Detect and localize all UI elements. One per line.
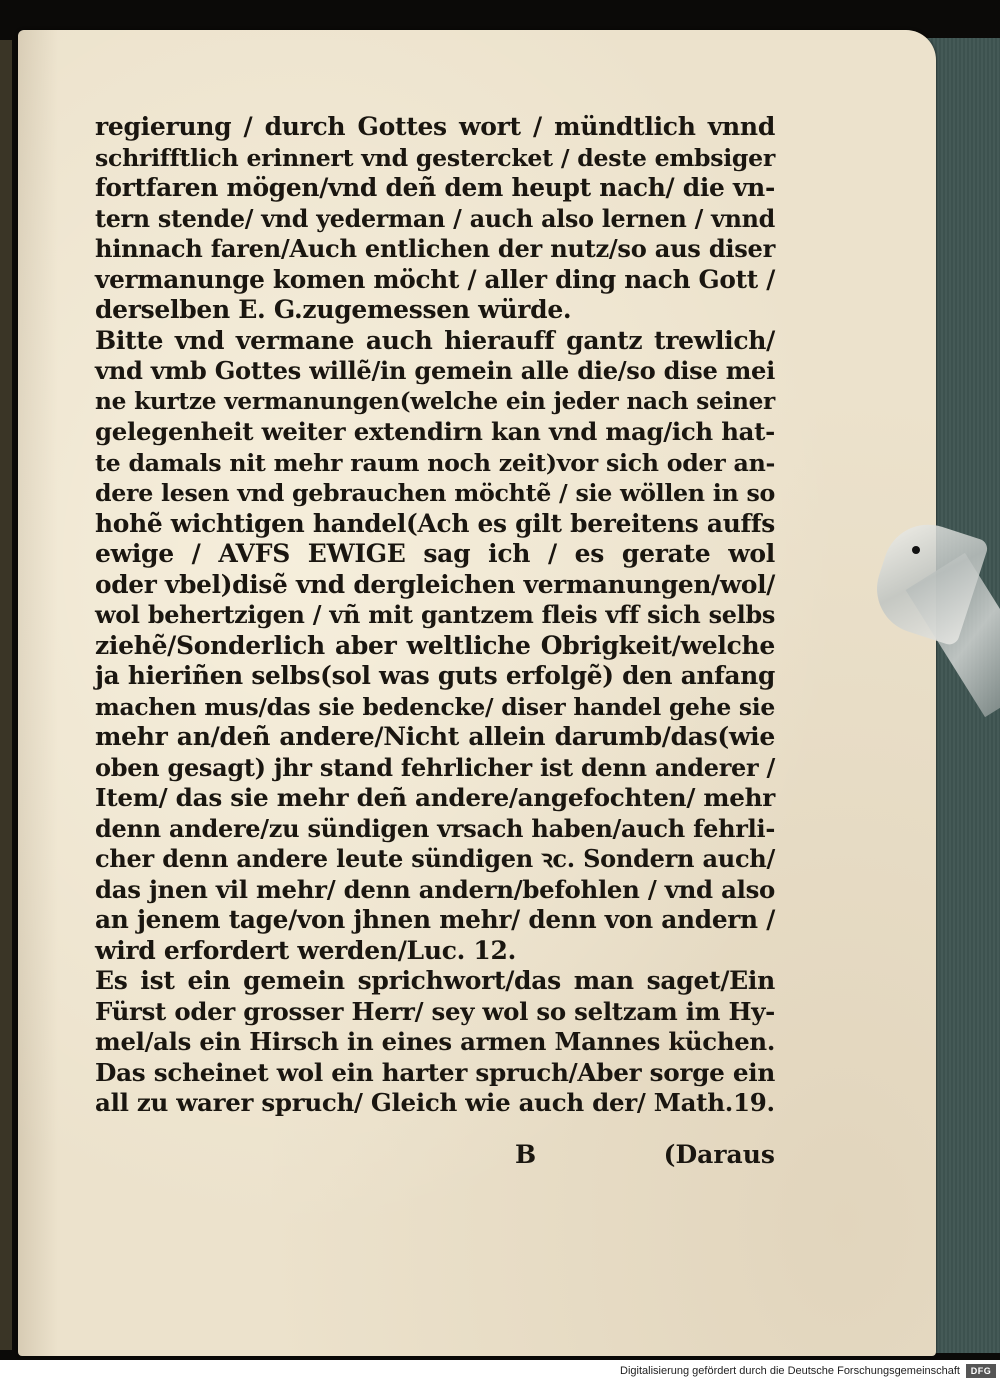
text-line: gelegenheit weiter extendirn kan vnd mag/ich hat- bbox=[95, 417, 775, 446]
text-line: tern stende/ vnd yederman / auch also lernen / vnnd bbox=[95, 204, 775, 233]
text-line: hohẽ wichtigen handel(Ach es gilt bereitens auffs bbox=[95, 508, 775, 538]
text-line: machen mus/das sie bedencke/ diser handel gehe sie bbox=[95, 692, 775, 721]
text-line: denn andere/zu sündigen vrsach haben/auch fehrli- bbox=[95, 813, 775, 843]
text-line: Fürst oder grosser Herr/ sey wol so seltzam im Hy- bbox=[95, 996, 775, 1026]
text-line: dere lesen vnd gebrauchen möchtẽ / sie wöllen in so bbox=[95, 479, 775, 507]
page-text bbox=[95, 112, 775, 1119]
page-footer bbox=[95, 1140, 775, 1174]
text-line: regierung / durch Gottes wort / mündtlich vnnd bbox=[95, 112, 775, 141]
text-line: te damals nit mehr raum noch zeit)vor sich oder an- bbox=[95, 448, 775, 477]
text-line: ewige / AVFS EWIGE sag ich / es gerate wol bbox=[95, 539, 775, 568]
funding-credit: Digitalisierung gefördert durch die Deutsche Forschungsgemeinschaft bbox=[620, 1365, 960, 1377]
text-line: ja hieriñen selbs(sol was guts erfolgẽ) den anfang bbox=[95, 661, 775, 690]
text-line: fortfaren mögen/vnd deñ dem heupt nach/ die vn- bbox=[95, 173, 775, 202]
text-line: oben gesagt) jhr stand fehrlicher ist denn anderer / bbox=[95, 752, 775, 782]
text-line: an jenem tage/von jhnen mehr/ denn von andern / bbox=[95, 905, 775, 934]
text-line: all zu warer spruch/ Gleich wie auch der/ Math.19. bbox=[95, 1088, 775, 1117]
text-line: Bitte vnd vermane auch hierauff gantz trewlich/ bbox=[95, 325, 775, 355]
signature-mark: B bbox=[515, 1140, 537, 1169]
dfg-logo: DFG bbox=[966, 1364, 996, 1378]
text-line: schrifftlich erinnert vnd gestercket / deste embsiger bbox=[95, 143, 775, 172]
text-line: oder vbel)disẽ vnd dergleichen vermanungen/wol/ bbox=[95, 569, 775, 599]
text-line: hinnach faren/Auch entlichen der nutz/so aus diser bbox=[95, 234, 775, 263]
text-line: mehr an/deñ andere/Nicht allein darumb/das(wie bbox=[95, 722, 775, 751]
text-line: Das scheinet wol ein harter spruch/Aber sorge ein bbox=[95, 1057, 775, 1087]
text-line: Es ist ein gemein sprichwort/das man saget/Ein bbox=[95, 966, 775, 995]
text-line: wol behertzigen / vñ mit gantzem fleis vff sich selbs bbox=[95, 601, 775, 629]
text-line: derselben E. G.zugemessen würde. bbox=[95, 295, 572, 324]
catchword: (Daraus bbox=[663, 1140, 775, 1169]
text-line: vermanunge komen möcht / aller ding nach Gott / bbox=[95, 264, 775, 294]
text-line: das jnen vil mehr/ denn andern/befohlen / vnd also bbox=[95, 874, 775, 904]
clip-rivet bbox=[912, 546, 920, 554]
text-line: wird erfordert werden/Luc. 12. bbox=[95, 935, 517, 965]
left-cover-edge bbox=[0, 40, 12, 1350]
credit-bar bbox=[0, 1360, 1000, 1384]
text-line: ziehẽ/Sonderlich aber weltliche Obrigkeit/welche bbox=[95, 630, 775, 660]
text-line: ne kurtze vermanungen(welche ein jeder nach seiner bbox=[95, 387, 775, 415]
text-line: mel/als ein Hirsch in eines armen Mannes küchen. bbox=[95, 1027, 775, 1056]
text-line: vnd vmb Gottes willẽ/in gemein alle die/so dise mei bbox=[95, 356, 775, 385]
text-line: Item/ das sie mehr deñ andere/angefochten/ mehr bbox=[95, 783, 775, 812]
text-line: cher denn andere leute sündigen ꝛc. Sondern auch/ bbox=[95, 844, 775, 873]
